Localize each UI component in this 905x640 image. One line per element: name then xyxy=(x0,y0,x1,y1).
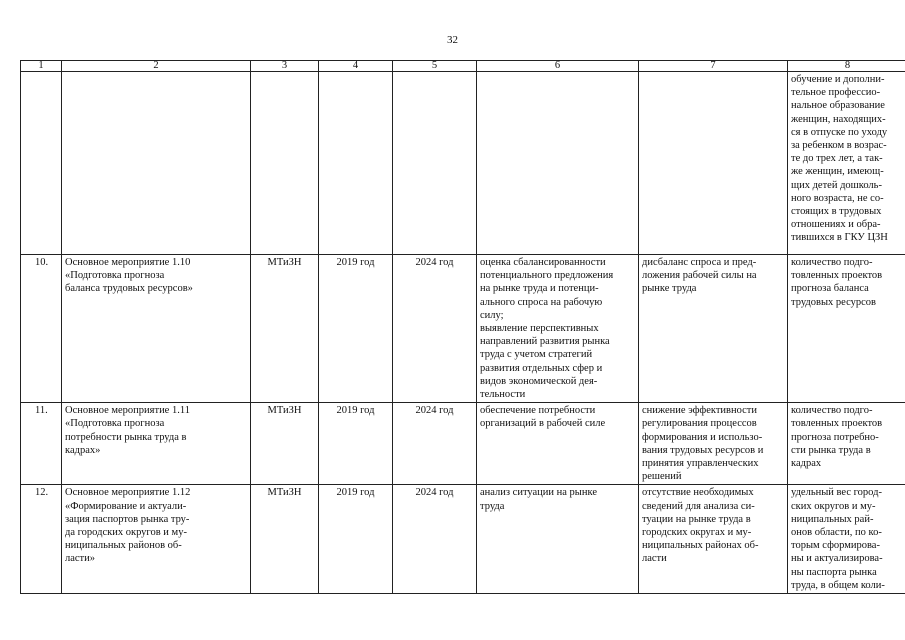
end-cell: 2024 год xyxy=(393,403,477,485)
consequences-cell xyxy=(639,255,788,403)
indicator-cell xyxy=(788,403,905,485)
empty-cell xyxy=(393,72,477,255)
activity-text: Основное мероприятие 1.10 «Подготовка прогноза баланса трудовых ресурсов» xyxy=(65,257,193,295)
activity-text: Основное мероприятие 1.12 «Формирование и актуали- зация паспортов рынка тру- да городских округов и му- ниципальных районов об- ласти» xyxy=(65,487,191,565)
result-text: оценка сбалансированности потенциального предложения на рынке труда и потенци- ального спроса на рабочую силу; выявление перспективных направлений развития рынка труда с учетом стратегий развития отдельных сфер и видов экономической дея- тельности xyxy=(480,257,614,401)
start-cell: 2019 год xyxy=(319,485,393,594)
row-number: 11. xyxy=(21,403,62,485)
result-cell xyxy=(477,403,639,485)
executor-cell: МТиЗН xyxy=(251,255,319,403)
indicator-cell xyxy=(788,255,905,403)
indicator-cell xyxy=(788,72,905,255)
activity-cell xyxy=(62,255,251,403)
empty-cell xyxy=(21,72,62,255)
result-cell xyxy=(477,255,639,403)
row-number: 12. xyxy=(21,485,62,594)
header-cell: 8 xyxy=(788,61,905,72)
consequences-text: снижение эффективности регулирования процессов формирования и использо- вания трудовых ресурсов и принятия управленческих решений xyxy=(642,405,764,483)
page-number: 32 xyxy=(447,34,458,46)
header-cell: 3 xyxy=(251,61,319,72)
empty-cell xyxy=(319,72,393,255)
result-text: анализ ситуации на рынке труда xyxy=(480,487,597,512)
end-cell: 2024 год xyxy=(393,485,477,594)
consequences-cell xyxy=(639,403,788,485)
consequences-text: отсутствие необходимых сведений для анализа си- туации на рынке труда в городских округах и му- ниципальных районах об- ласти xyxy=(642,487,759,565)
indicator-text: удельный вес город- ских округов и му- ниципальных рай- онов области, по ко- торым сформирова- ны и актуализирова- ны паспорта рынка труда, в общем коли- xyxy=(791,487,885,591)
header-cell: 7 xyxy=(639,61,788,72)
continuation-row xyxy=(21,72,905,255)
empty-cell xyxy=(477,72,639,255)
activity-text: Основное мероприятие 1.11 «Подготовка прогноза потребности рынка труда в кадрах» xyxy=(65,405,190,456)
header-cell: 2 xyxy=(62,61,251,72)
header-cell: 4 xyxy=(319,61,393,72)
activity-cell xyxy=(62,403,251,485)
start-cell: 2019 год xyxy=(319,403,393,485)
indicator-text: обучение и дополни- тельное профессио- нальное образование женщин, находящих- ся в отпуске по уходу за ребенком в возрас- те до трех лет, а так- же женщин, имеющ- щих детей дошколь- ного возраста, не со- стоящих в трудовых отношениях и обра- тившихся в ГКУ ЦЗН xyxy=(791,74,888,244)
empty-cell xyxy=(251,72,319,255)
executor-cell: МТиЗН xyxy=(251,485,319,594)
table-row xyxy=(21,255,905,403)
indicator-cell xyxy=(788,485,905,594)
empty-cell xyxy=(639,72,788,255)
header-row xyxy=(21,61,905,72)
consequences-text: дисбаланс спроса и пред- ложения рабочей силы на рынке труда xyxy=(642,257,757,295)
indicator-text: количество подго- товленных проектов прогноза баланса трудовых ресурсов xyxy=(791,257,883,308)
table-row xyxy=(21,403,905,485)
header-cell: 6 xyxy=(477,61,639,72)
end-cell: 2024 год xyxy=(393,255,477,403)
table-row xyxy=(21,485,905,594)
activity-cell xyxy=(62,485,251,594)
measures-table xyxy=(20,60,905,594)
empty-cell xyxy=(62,72,251,255)
result-text: обеспечение потребности организаций в рабочей силе xyxy=(480,405,606,430)
header-cell: 5 xyxy=(393,61,477,72)
start-cell: 2019 год xyxy=(319,255,393,403)
row-number: 10. xyxy=(21,255,62,403)
result-cell xyxy=(477,485,639,594)
executor-cell: МТиЗН xyxy=(251,403,319,485)
consequences-cell xyxy=(639,485,788,594)
indicator-text: количество подго- товленных проектов прогноза потребно- сти рынка труда в кадрах xyxy=(791,405,883,470)
header-cell: 1 xyxy=(21,61,62,72)
